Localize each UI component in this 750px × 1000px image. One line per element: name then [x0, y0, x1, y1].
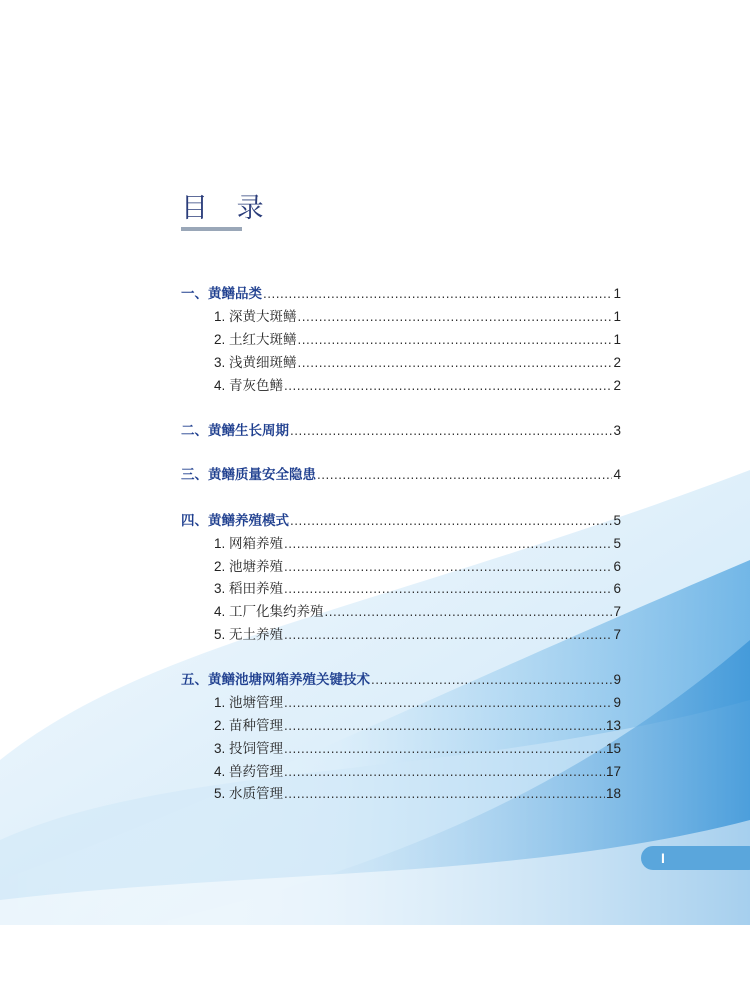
dot-leader — [298, 331, 613, 349]
toc-item-5-3[interactable] — [214, 740, 621, 758]
toc-item-4-1[interactable] — [214, 535, 621, 553]
dot-leader — [284, 740, 605, 758]
toc-item-1-3[interactable] — [214, 354, 621, 372]
toc-item-4-5[interactable] — [214, 626, 621, 644]
dot-leader — [284, 535, 612, 553]
toc-item-5-5[interactable] — [214, 785, 621, 803]
toc-page-number: 7 — [613, 627, 621, 642]
toc-page-number: 5 — [613, 513, 621, 528]
toc-item-1-2[interactable] — [214, 331, 621, 349]
toc-page-number: 3 — [613, 423, 621, 438]
toc-label: 四、黄鳝养殖模式 — [181, 513, 289, 528]
toc-label: 3. 投饲管理 — [214, 741, 284, 756]
toc-label: 一、黄鳝品类 — [181, 286, 262, 301]
toc-section-4[interactable] — [181, 512, 621, 530]
toc-item-1-1[interactable] — [214, 308, 621, 326]
toc-page-number: 4 — [613, 467, 621, 482]
toc-label: 五、黄鳝池塘网箱养殖关键技术 — [181, 672, 370, 687]
toc-item-5-2[interactable] — [214, 717, 621, 735]
toc-label: 4. 青灰色鳝 — [214, 378, 284, 393]
toc-page-number: 15 — [605, 741, 621, 756]
dot-leader — [284, 763, 605, 781]
toc-item-4-2[interactable] — [214, 558, 621, 576]
dot-leader — [298, 354, 613, 372]
dot-leader — [290, 422, 612, 440]
toc-page-number: 1 — [613, 286, 621, 301]
toc-item-5-4[interactable] — [214, 763, 621, 781]
dot-leader — [298, 308, 613, 326]
dot-leader — [284, 717, 605, 735]
toc-page-number: 5 — [613, 536, 621, 551]
toc-label: 1. 深黄大斑鳝 — [214, 309, 297, 324]
toc-section-2[interactable] — [181, 422, 621, 440]
dot-leader — [284, 580, 612, 598]
toc-page-number: 1 — [613, 309, 621, 324]
dot-leader — [263, 285, 612, 303]
toc-item-4-4[interactable] — [214, 603, 621, 621]
toc-page-number: 18 — [605, 786, 621, 801]
toc-label: 4. 兽药管理 — [214, 764, 284, 779]
dot-leader — [325, 603, 613, 621]
toc-label: 1. 网箱养殖 — [214, 536, 284, 551]
toc-page-number: 2 — [613, 355, 621, 370]
dot-leader — [371, 671, 612, 689]
dot-leader — [290, 512, 612, 530]
toc-label: 1. 池塘管理 — [214, 695, 284, 710]
toc-page-number: 1 — [613, 332, 621, 347]
toc-label: 二、黄鳝生长周期 — [181, 423, 289, 438]
toc-label: 3. 稻田养殖 — [214, 581, 284, 596]
dot-leader — [284, 626, 612, 644]
toc-label: 3. 浅黄细斑鳝 — [214, 355, 297, 370]
toc-label: 2. 土红大斑鳝 — [214, 332, 297, 347]
toc-page-number: 9 — [613, 672, 621, 687]
toc-page-number: 13 — [605, 718, 621, 733]
page-number-tab — [641, 846, 750, 870]
toc-page-number: 6 — [613, 581, 621, 596]
toc-section-3[interactable] — [181, 466, 621, 484]
toc-page-number: 9 — [613, 695, 621, 710]
dot-leader — [284, 785, 605, 803]
page-number: I — [661, 850, 665, 866]
toc-item-5-1[interactable] — [214, 694, 621, 712]
toc-item-4-3[interactable] — [214, 580, 621, 598]
toc-page-number: 7 — [613, 604, 621, 619]
page-title: 目 录 — [181, 193, 274, 224]
toc-page-number: 17 — [605, 764, 621, 779]
dot-leader — [317, 466, 612, 484]
toc-section-5[interactable] — [181, 671, 621, 689]
toc-item-1-4[interactable] — [214, 377, 621, 395]
dot-leader — [284, 377, 612, 395]
toc-label: 三、黄鳝质量安全隐患 — [181, 467, 316, 482]
toc-label: 5. 水质管理 — [214, 786, 284, 801]
toc-page-number: 6 — [613, 559, 621, 574]
toc-label: 2. 池塘养殖 — [214, 559, 284, 574]
toc-label: 2. 苗种管理 — [214, 718, 284, 733]
toc-page-number: 2 — [613, 378, 621, 393]
toc-section-1[interactable] — [181, 285, 621, 303]
dot-leader — [284, 694, 612, 712]
toc-label: 5. 无土养殖 — [214, 627, 284, 642]
dot-leader — [284, 558, 612, 576]
toc-label: 4. 工厂化集约养殖 — [214, 604, 324, 619]
